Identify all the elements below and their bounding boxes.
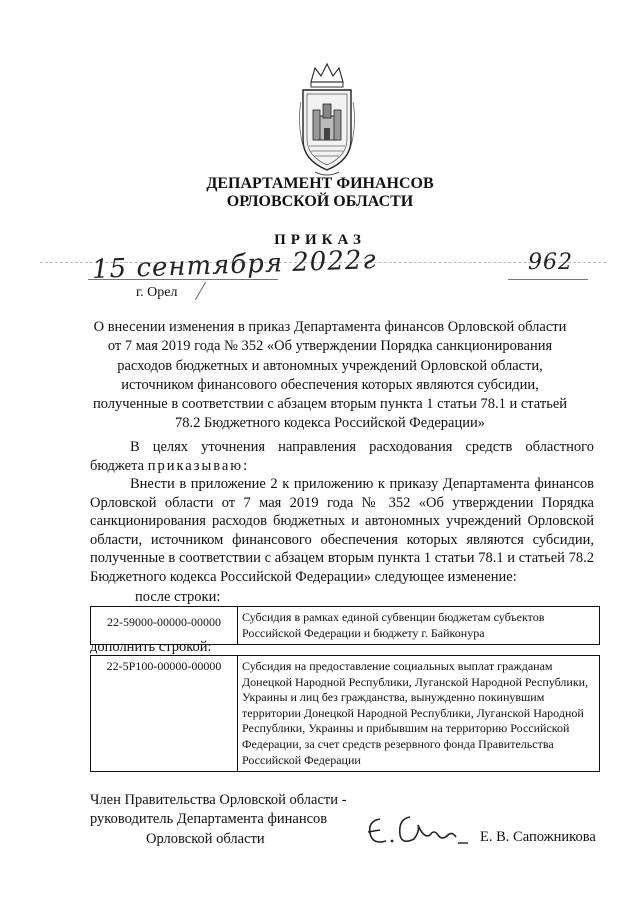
- signatory-name: Е. В. Сапожникова: [480, 829, 596, 845]
- paragraph-purpose: [90, 438, 594, 475]
- number-underline: [508, 279, 588, 280]
- table-row: [91, 656, 600, 772]
- title-line: О внесении изменения в приказ Департамента финансов Орловской области: [93, 319, 567, 335]
- title-line: расходов бюджетных и автономных учреждений Орловской области,: [117, 357, 543, 374]
- paragraph-amendment: Внести в приложение 2 к приложению к приказу Департамента финансов Орловской области от 7 мая 2019 года № 352 «Об утверждении Порядка санкционирования расходов бюджетных и автономных учреждений Орловской области, источником финансового обеспечения которых являются субсидии, полученные в соответствии с абзацем вторым пункта 1 статьи 78.1 и статьей 78.2 Бюджетного кодекса Российской Федерации» следующее изменение:: [90, 476, 594, 585]
- order-verb: приказываю:: [147, 457, 250, 474]
- coat-of-arms-emblem: [297, 62, 357, 180]
- department-name-line2: ОРЛОВСКОЙ ОБЛАСТИ: [226, 193, 414, 210]
- title-line: 78.2 Бюджетного кодекса Российской Федерации»: [175, 415, 485, 432]
- description-cell: Субсидия в рамках единой субвенции бюджетам субъектов Российской Федерации и бюджету г. Байконура: [238, 607, 600, 645]
- code-cell: 22-59000-00000-00000: [91, 607, 238, 645]
- add-row-label: дополнить строкой:: [90, 639, 212, 655]
- title-line: от 7 мая 2019 года № 352 «Об утверждении Порядка санкционирования: [107, 338, 553, 355]
- code-cell: 22-5Р100-00000-00000: [91, 656, 238, 772]
- handwritten-date: 15 сентября 2022г: [91, 245, 378, 285]
- added-row-table: [90, 655, 600, 772]
- pen-stroke: [195, 282, 222, 300]
- order-title: [70, 318, 590, 434]
- signatory-line: Орловской области: [146, 830, 265, 847]
- handwritten-signature: [358, 805, 468, 855]
- after-row-label: после строки:: [135, 589, 221, 605]
- handwritten-order-number: 962: [528, 250, 573, 275]
- title-line: полученные в соответствии с абзацем вторым пункта 1 статьи 78.1 и статьей: [92, 396, 568, 413]
- document-type-title: ПРИКАЗ: [274, 232, 366, 248]
- paragraph-purpose-text: В целях уточнения направления расходования средств областного бюджета: [90, 439, 594, 474]
- title-line: источником финансового обеспечения которых являются субсидии,: [121, 376, 539, 393]
- description-cell: Субсидия на предоставление социальных выплат гражданам Донецкой Народной Республики, Луганской Народной Республики, Украины и лиц без гражданства, вынужденно покинувшим территории Донецкой Народной Республики, Луганской Народной Республики, Украины и прибывшим на территорию Российской Федерации, за счет средств резервного фонда Правительства Российской Федерации: [238, 656, 600, 772]
- signatory-line: Член Правительства Орловской области -: [90, 792, 347, 808]
- department-name-line1: ДЕПАРТАМЕНТ ФИНАНСОВ: [206, 175, 434, 192]
- signatory-line: руководитель Департамента финансов: [90, 811, 328, 828]
- signatory-position: [90, 791, 346, 849]
- city-label: г. Орел: [136, 285, 178, 300]
- date-underline: [88, 279, 278, 280]
